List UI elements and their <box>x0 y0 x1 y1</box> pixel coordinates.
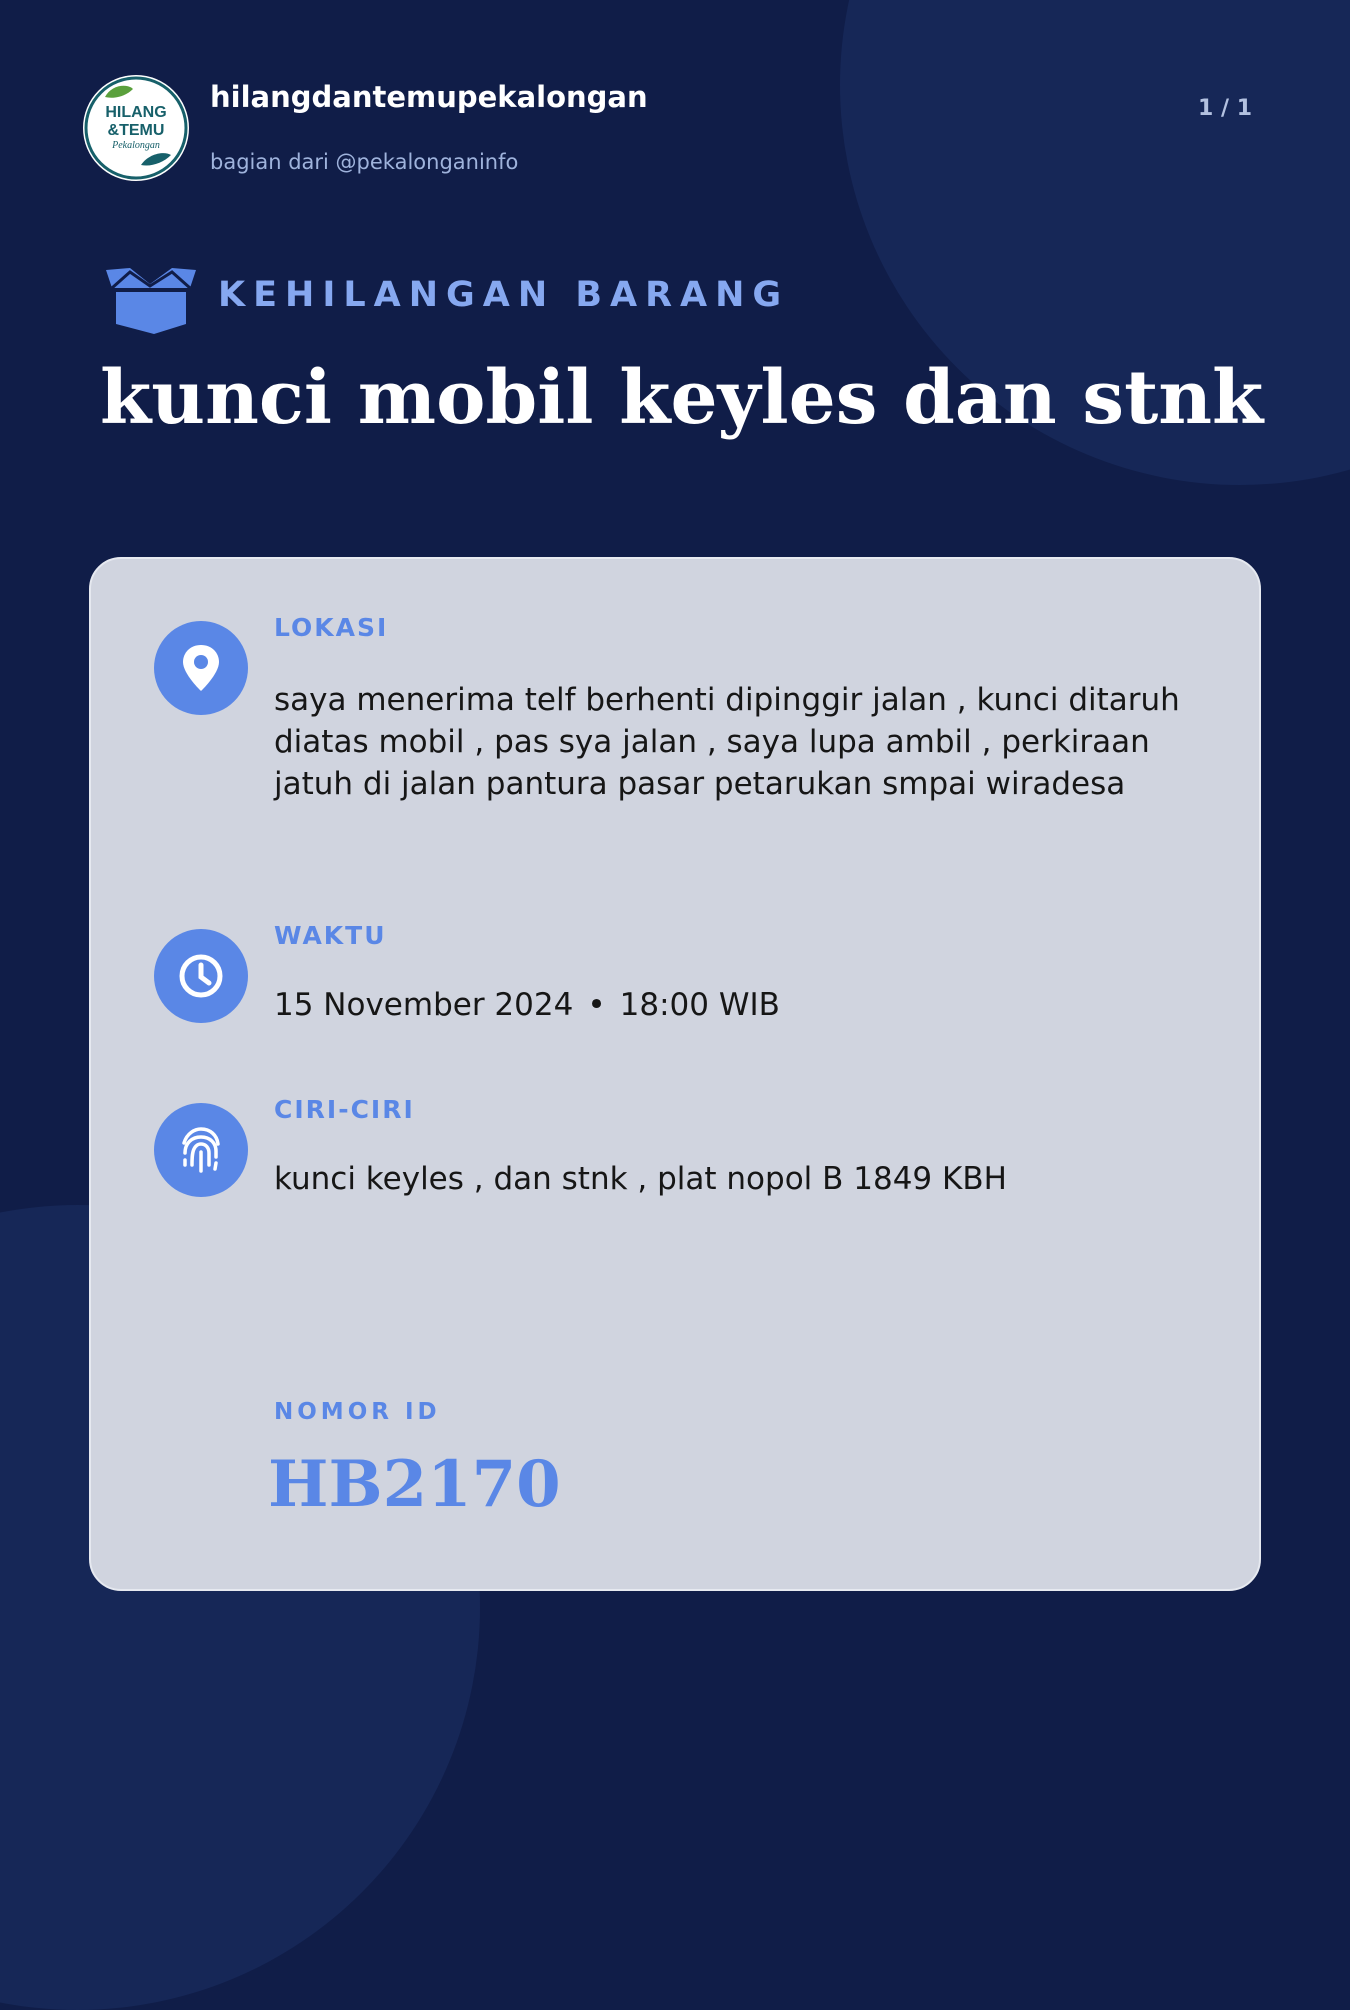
time-value <box>274 984 1204 1026</box>
fingerprint-icon <box>154 1103 248 1197</box>
location-value: saya menerima telf berhenti dipinggir jalan , kunci ditaruh diatas mobil , pas sya jalan , saya lupa ambil , perkiraan jatuh di jalan pantura pasar petarukan smpai wiradesa <box>274 682 1180 802</box>
svg-text:HILANG: HILANG <box>105 104 167 121</box>
svg-text:&TEMU: &TEMU <box>107 122 165 139</box>
features-value: kunci keyles , dan stnk , plat nopol B 1849 KBH <box>274 1161 1007 1197</box>
date-text: 15 November 2024 <box>274 987 574 1023</box>
box-icon <box>104 266 198 336</box>
time-label: WAKTU <box>274 921 387 950</box>
separator-dot: • <box>587 987 606 1023</box>
post-title: kunci mobil keyles dan stnk <box>100 355 1264 441</box>
clock-icon <box>154 929 248 1023</box>
account-logo <box>83 75 189 181</box>
id-value: HB2170 <box>268 1447 561 1522</box>
features-label: CIRI-CIRI <box>274 1095 415 1124</box>
details-card <box>89 557 1261 1591</box>
location-label: LOKASI <box>274 613 389 642</box>
category-label: KEHILANGAN BARANG <box>218 275 790 315</box>
hour-text: 18:00 WIB <box>619 987 780 1023</box>
page-counter: 1 / 1 <box>1198 96 1252 121</box>
location-pin-icon <box>154 621 248 715</box>
svg-text:Pekalongan: Pekalongan <box>112 140 160 151</box>
id-label: NOMOR ID <box>274 1399 441 1425</box>
account-name[interactable]: hilangdantemupekalongan <box>210 80 648 114</box>
account-subtitle: bagian dari @pekalonganinfo <box>210 150 519 174</box>
